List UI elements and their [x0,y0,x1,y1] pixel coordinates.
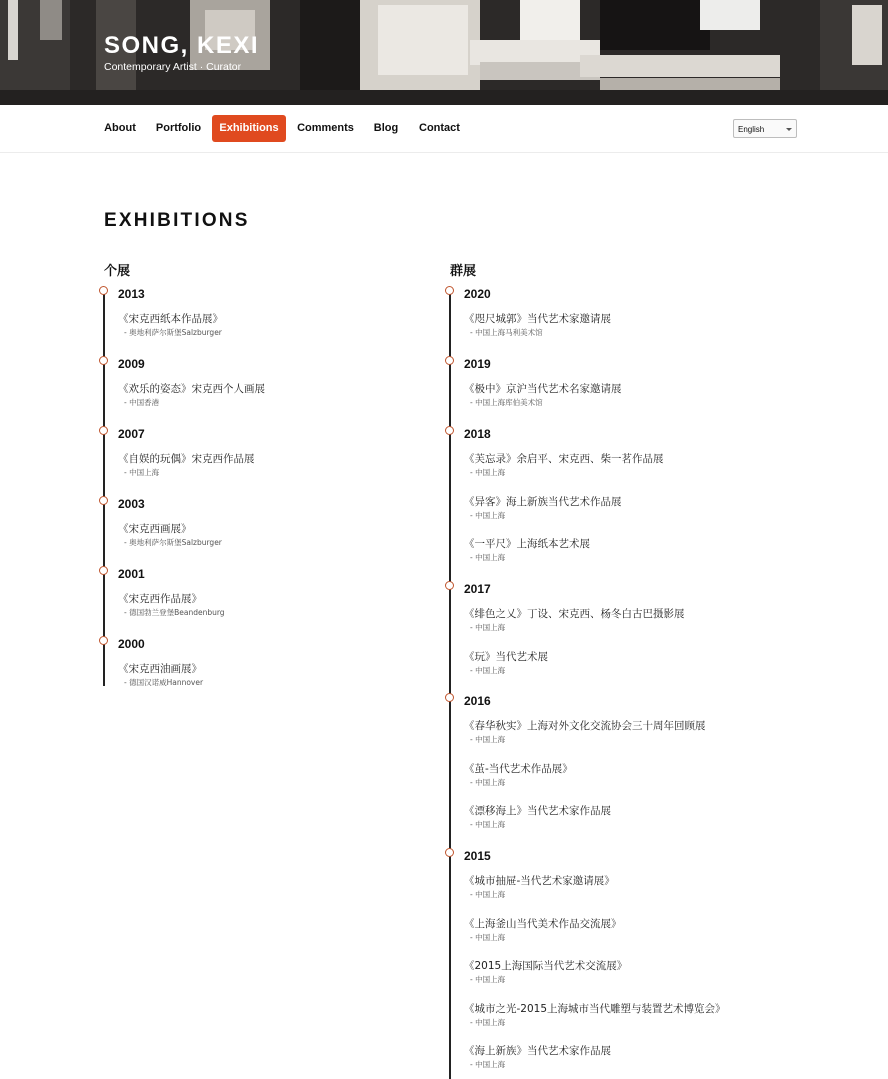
exhibition-title: 《2015上海国际当代艺术交流展》 [464,960,628,972]
page-title: EXHIBITIONS [104,210,250,231]
exhibition-title: 《春华秋实》上海对外文化交流协会三十周年回顾展 [464,720,706,732]
exhibition-title: 《咫尺城郭》当代艺术家邀请展 [464,313,611,325]
solo-timeline-line [103,290,105,686]
exhibition-location: - 中国上海库伯美术馆 [470,398,543,407]
year-label: 2007 [118,427,145,441]
site-subtitle: Contemporary Artist · Curator [104,61,242,73]
exhibition-location: - 中国上海 [470,933,506,942]
exhibition-title: 《异客》海上新族当代艺术作品展 [464,496,622,508]
timeline-dot [99,496,108,505]
exhibition-location: - 中国上海 [470,511,506,520]
year-label: 2013 [118,287,145,301]
exhibition-location: - 中国上海 [470,735,506,744]
exhibition-title: 《海上新族》当代艺术家作品展 [464,1045,611,1057]
exhibition-title: 《漂移海上》当代艺术家作品展 [464,805,611,817]
year-label: 2019 [464,357,491,371]
exhibition-title: 《极中》京沪当代艺术名家邀请展 [464,383,622,395]
exhibition-location: - 中国上海 [470,890,506,899]
exhibition-location: - 奥地利萨尔斯堡Salzburger [124,538,222,547]
exhibition-location: - 中国上海 [124,468,160,477]
exhibition-title: 《宋克西油画展》 [118,663,202,675]
exhibition-location: - 中国香港 [124,398,160,407]
year-label: 2009 [118,357,145,371]
exhibition-title: 《宋克西纸本作品展》 [118,313,223,325]
timeline-dot [445,693,454,702]
exhibition-title: 《上海釜山当代美术作品交流展》 [464,918,622,930]
timeline-dot [445,581,454,590]
main-nav [0,105,888,153]
exhibition-title: 《欢乐的姿态》宋克西个人画展 [118,383,265,395]
exhibition-location: - 中国上海 [470,666,506,675]
exhibition-title: 《宋克西作品展》 [118,593,202,605]
year-label: 2015 [464,849,491,863]
exhibition-location: - 中国上海 [470,820,506,829]
year-label: 2016 [464,694,491,708]
nav-about[interactable]: About [104,122,136,134]
exhibition-title: 《芙忘录》余启平、宋克西、柴一茗作品展 [464,453,664,465]
timeline-dot [99,286,108,295]
header-banner [0,0,888,105]
timeline-dot [445,356,454,365]
nav-comments[interactable]: Comments [297,122,354,134]
timeline-dot [99,426,108,435]
exhibition-location: - 中国上海 [470,1018,506,1027]
exhibition-location: - 中国上海 [470,778,506,787]
exhibition-location: - 中国上海 [470,468,506,477]
chevron-down-icon [786,128,792,131]
exhibition-title: 《一平尺》上海纸本艺术展 [464,538,590,550]
year-label: 2018 [464,427,491,441]
timeline-dot [99,566,108,575]
year-label: 2020 [464,287,491,301]
exhibition-location: - 奥地利萨尔斯堡Salzburger [124,328,222,337]
exhibition-title: 《绯色之乂》丁设、宋克西、杨冬白古巴摄影展 [464,608,685,620]
exhibition-title: 《玩》当代艺术展 [464,651,548,663]
exhibition-title: 《茧-当代艺术作品展》 [464,763,573,775]
language-select[interactable] [733,119,797,138]
year-label: 2001 [118,567,145,581]
timeline-dot [99,356,108,365]
exhibition-title: 《城市抽屉-当代艺术家邀请展》 [464,875,615,887]
nav-exhibitions[interactable]: Exhibitions [212,115,286,142]
exhibition-location: - 中国上海马利美术馆 [470,328,543,337]
exhibition-location: - 中国上海 [470,553,506,562]
year-label: 2003 [118,497,145,511]
group-timeline-line [449,290,451,1079]
exhibition-location: - 中国上海 [470,623,506,632]
exhibition-location: - 中国上海 [470,1060,506,1069]
nav-portfolio[interactable]: Portfolio [155,122,202,134]
timeline-dot [445,848,454,857]
group-heading: 群展 [450,264,477,279]
year-label: 2000 [118,637,145,651]
language-select-value: English [738,125,765,134]
site-title: SONG, KEXI [104,32,260,59]
exhibition-title: 《自娱的玩偶》宋克西作品展 [118,453,255,465]
exhibition-location: - 德国汉诺威Hannover [124,678,204,687]
timeline-dot [445,426,454,435]
exhibition-title: 《城市之光-2015上海城市当代雕塑与装置艺术博览会》 [464,1003,726,1015]
timeline-dot [445,286,454,295]
nav-blog[interactable]: Blog [373,122,399,134]
timeline-dot [99,636,108,645]
exhibition-location: - 中国上海 [470,975,506,984]
exhibition-title: 《宋克西画展》 [118,523,192,535]
solo-heading: 个展 [104,264,131,279]
nav-contact[interactable]: Contact [419,122,460,134]
exhibition-location: - 德国勃兰登堡Beandenburg [124,608,225,617]
year-label: 2017 [464,582,491,596]
